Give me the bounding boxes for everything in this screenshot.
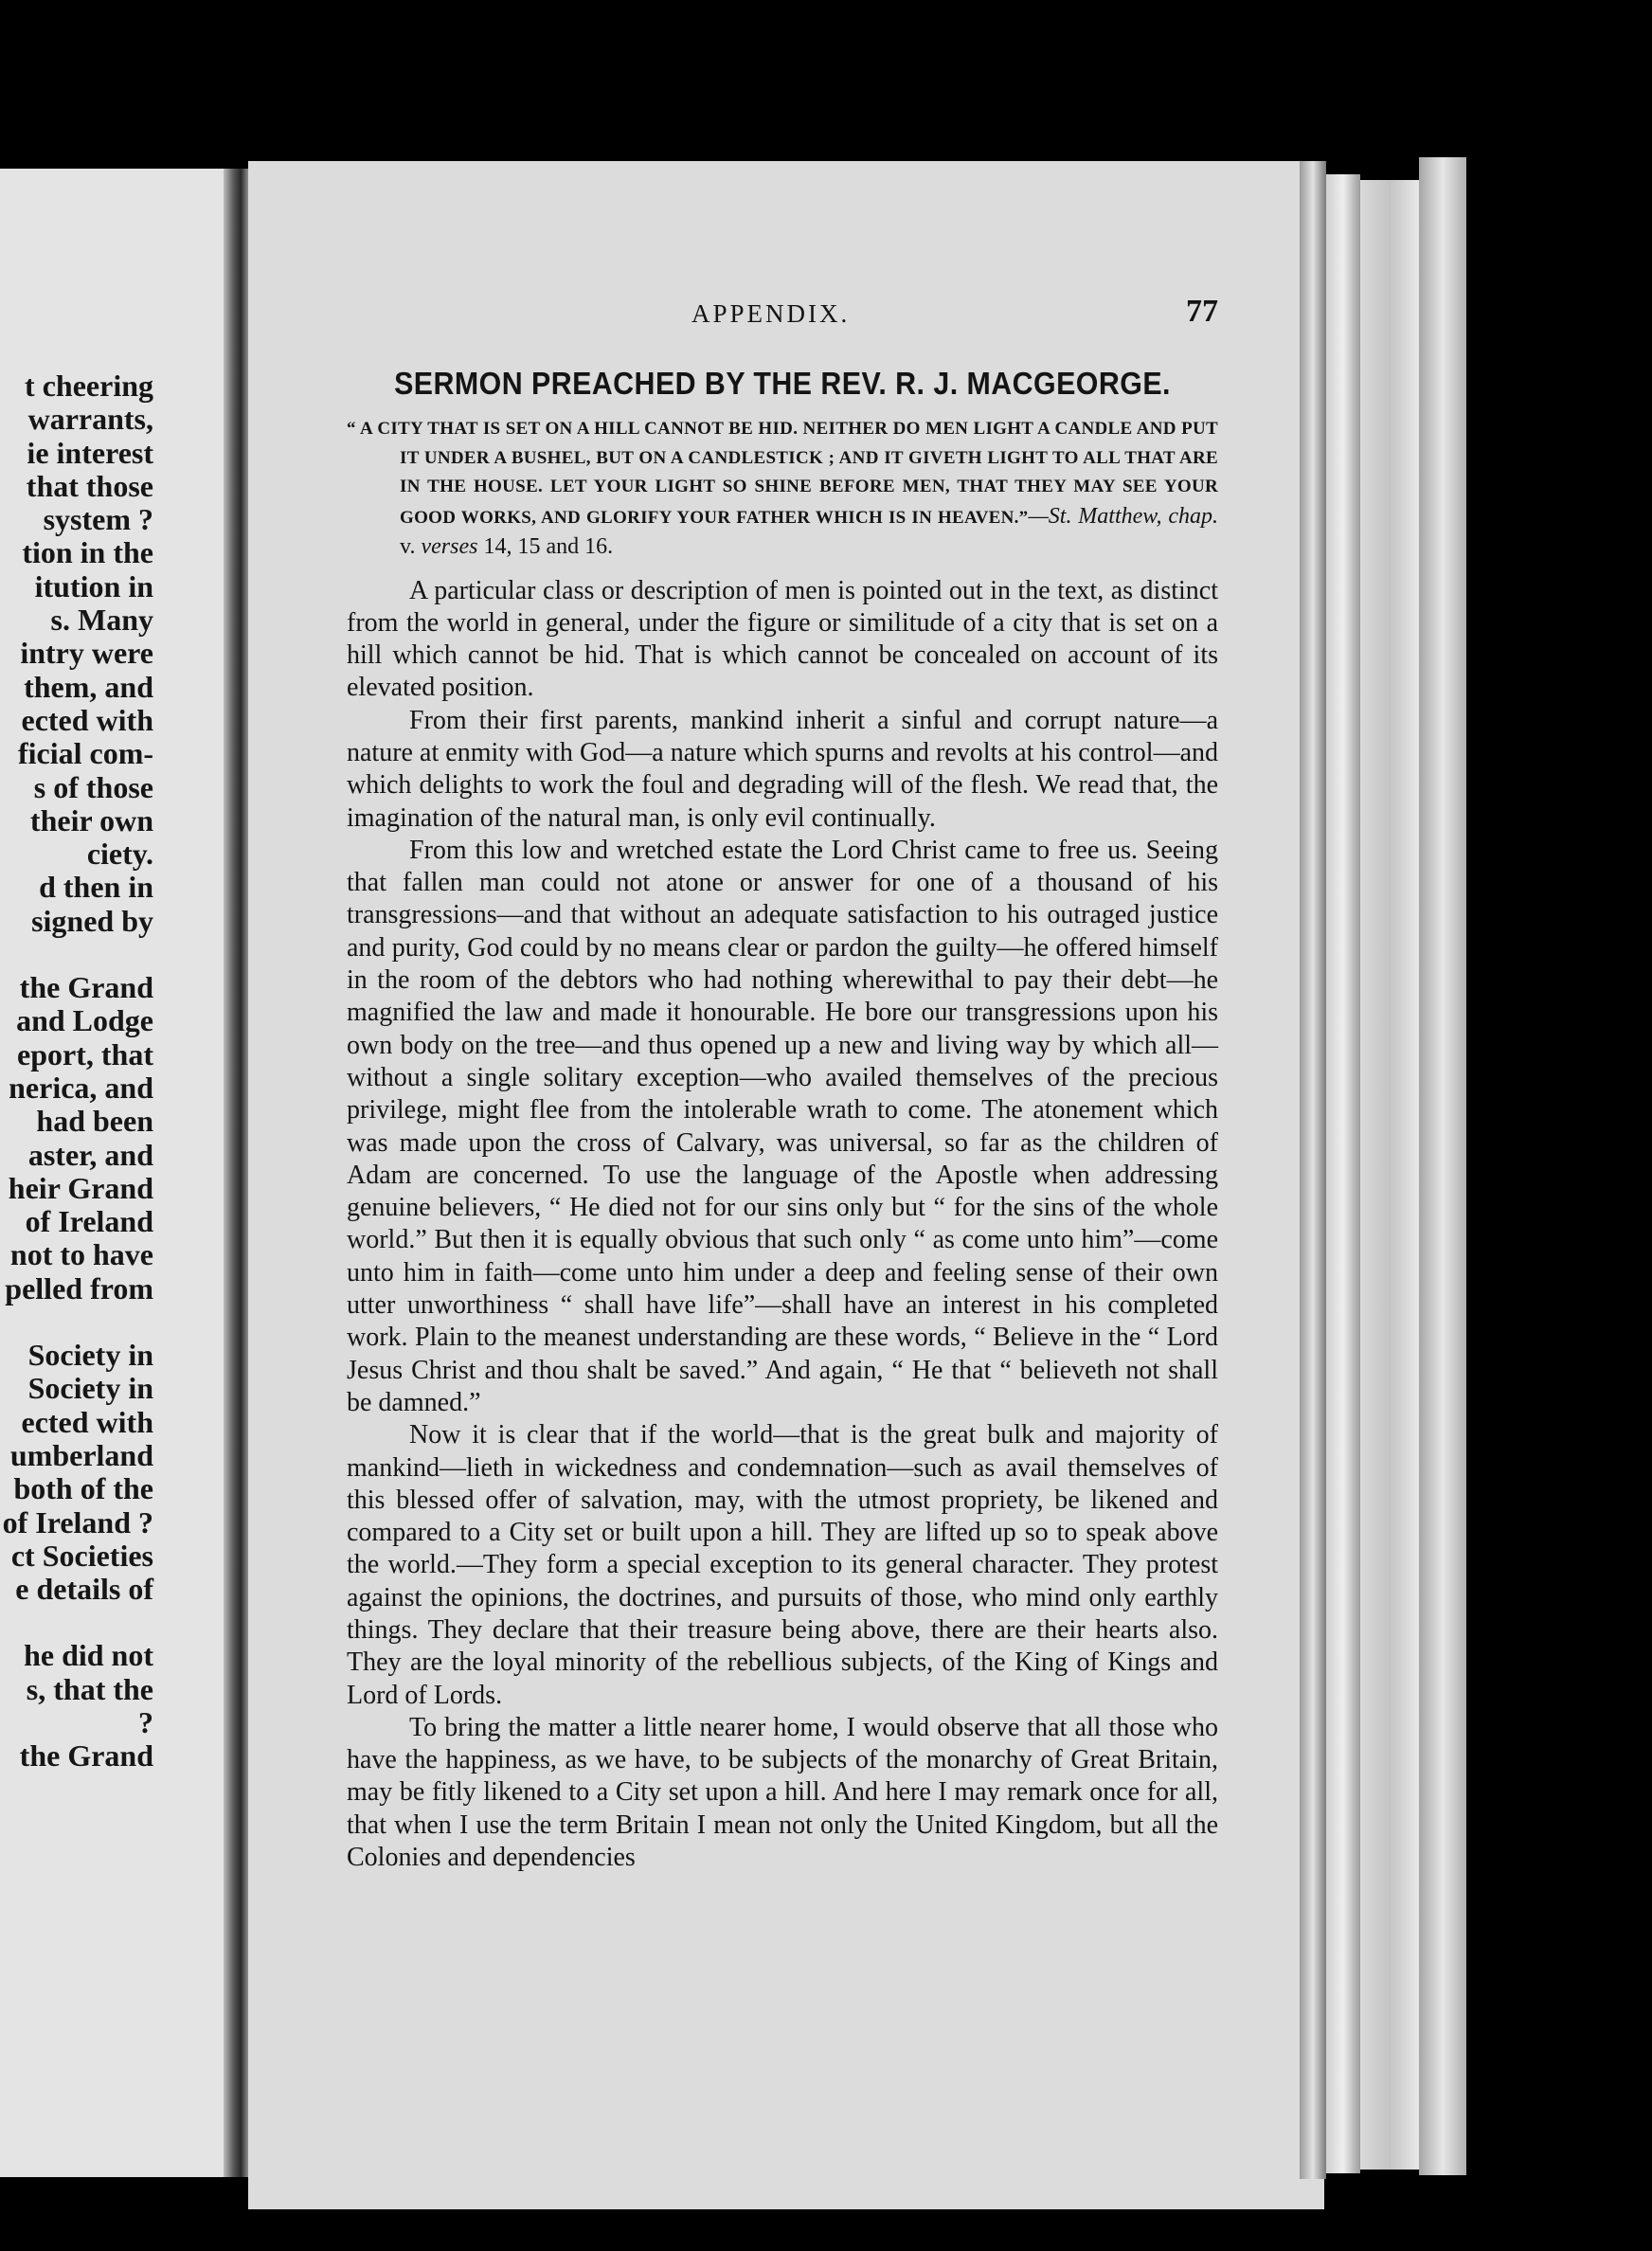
left-page-line: ct Societies (10, 1538, 153, 1573)
book-gutter (224, 169, 248, 2177)
left-page-line: ected with (21, 702, 153, 737)
left-page-line: ie interest (27, 435, 153, 470)
left-page-line: signed by (31, 903, 153, 938)
left-page-line (0, 938, 153, 971)
left-page-line: ciety. (86, 837, 153, 872)
left-page-line: the Grand (19, 1738, 153, 1774)
left-page-line: itution in (34, 568, 153, 603)
left-page-line: that those (26, 468, 153, 503)
page-edge (1326, 174, 1360, 2173)
sermon-body (347, 575, 1218, 1875)
left-page-line: s, that the (26, 1671, 153, 1706)
page-edge (1419, 157, 1466, 2175)
left-page-line: ficial com- (17, 736, 153, 771)
left-page-line: them, and (24, 669, 153, 704)
epigraph-text: “ A CITY THAT IS SET ON A HILL CANNOT BE HID. NEITHER DO MEN LIGHT A CANDLE AND PUT IT UNDER A BUSHEL, BUT ON A CANDLESTICK ; AND IT GIVETH LIGHT TO ALL THAT ARE IN THE HOUSE. LET YOUR LIGHT SO SHINE BEFORE MEN, THAT THEY MAY SEE YOUR GOOD WORKS, AND GLORIFY YOUR FATHER WHICH IS IN HEAVEN.” (347, 419, 1218, 528)
sermon-title: SERMON PREACHED BY THE REV. R. J. MACGEORGE. (394, 366, 1171, 401)
page-edge (1300, 161, 1326, 2179)
left-page-line: d then in (39, 870, 153, 905)
left-page-line: tion in the (22, 535, 153, 570)
paragraph: Now it is clear that if the world—that is the great bulk and majority of mankind—lieth in wickedness and condemnation—such as avail themselves of this blessed offer of salvation, may, with the utmost propriety, be likened and compared to a City set or built upon a hill. They are lifted up so to speak above the world.—They form a special exception to its general character. They protest against the opinions, the doctrines, and pursuits of those, who mind only earthly things. They declare that their treasure being above, there are their hearts also. They are the loyal minority of the rebellious subjects, of the King of Kings and Lord of Lords. (347, 1420, 1218, 1710)
left-page-line: not to have (9, 1237, 153, 1272)
running-head (347, 294, 1218, 335)
left-page-line: aster, and (27, 1137, 153, 1172)
page-number: 77 (1186, 294, 1218, 329)
running-head-title: APPENDIX. (691, 299, 851, 328)
left-page-line: had been (36, 1104, 153, 1139)
left-page-line: e details of (15, 1572, 153, 1607)
left-page-line: t cheering (25, 369, 153, 403)
left-page-line: umberland (9, 1437, 153, 1472)
left-page-line: of Ireland (25, 1204, 153, 1239)
left-page-fragment (0, 169, 224, 2177)
left-page-line: heir Grand (8, 1170, 153, 1205)
paragraph: From their first parents, mankind inherit a sinful and corrupt nature—a nature at enmity with God—a nature which spurns and revolts at his control—and which delights to work the foul and degrading will of the flesh. We read that, the imagination of the natural man, is only evil continually. (347, 705, 1218, 833)
left-page-line: pelled from (5, 1270, 153, 1306)
left-page-line: s of those (33, 769, 153, 804)
left-page-line: Society in (27, 1338, 153, 1373)
left-page-line: ? (138, 1704, 153, 1739)
left-page-line: system ? (43, 502, 153, 537)
left-page-line (0, 1606, 153, 1639)
left-page-line: Society in (27, 1371, 153, 1406)
left-page-line: s. Many (50, 603, 153, 638)
left-page-text (0, 369, 153, 1774)
left-page-line: of Ireland ? (2, 1504, 153, 1540)
left-page-line: both of the (13, 1471, 153, 1506)
epigraph-citation: —St. Matthew, chap. v. verses 14, 15 and 16. (400, 503, 1218, 559)
left-page-line: ected with (21, 1404, 153, 1439)
left-page-line: nerica, and (9, 1070, 153, 1105)
left-page-line: the Grand (19, 970, 153, 1005)
page-edge (1360, 180, 1419, 2170)
left-page-line: warrants, (27, 402, 153, 437)
page-content (347, 294, 1218, 1874)
left-page-line: he did not (24, 1638, 153, 1673)
left-page-line: eport, that (17, 1036, 153, 1071)
left-page-line: and Lodge (16, 1003, 153, 1038)
left-page-line: their own (29, 802, 153, 837)
paragraph: A particular class or description of men is pointed out in the text, as distinct from the world in general, under the figure or similitude of a city that is set on a hill which cannot be hid. That is which cannot be concealed on account of its elevated position. (347, 575, 1218, 703)
paragraph: To bring the matter a little nearer home, I would observe that all those who have the happiness, as we have, to be subjects of the monarchy of Great Britain, may be fitly likened to a City set upon a hill. And here I may remark once for all, that when I use the term Britain I mean not only the United Kingdom, but all the Colonies and dependencies (347, 1712, 1218, 1873)
paragraph: From this low and wretched estate the Lord Christ came to free us. Seeing that fallen man could not atone or answer for one of a thousand of his transgressions—and that without an adequate satisfaction to his outraged justice and purity, God could by no means clear or pardon the guilty—he offered himself in the room of the debtors who had nothing wherewithal to pay their debt—he magnified the law and made it honourable. He bore our transgressions upon his own body on the tree—and thus opened up a new and living way by which all—without a single solitary exception—who availed themselves of the precious privilege, might flee from the intolerable wrath to come. The atonement which was made upon the cross of Calvary, was universal, so far as the children of Adam are concerned. To use the language of the Apostle when addressing genuine believers, “ He died not for our sins only but “ for the sins of the whole world.” But then it is equally obvious that such only “ as come unto him”—come unto him in faith—come unto him under a deep and feeling sense of their own utter unworthiness “ shall have life”—shall have an interest in his completed work. Plain to the meanest understanding are these words, “ Believe in the “ Lord Jesus Christ and thou shalt be saved.” And again, “ He that “ believeth not shall be damned.” (347, 835, 1218, 1417)
left-page-line (0, 1306, 153, 1339)
left-page-line: intry were (20, 636, 153, 671)
epigraph (347, 415, 1218, 564)
